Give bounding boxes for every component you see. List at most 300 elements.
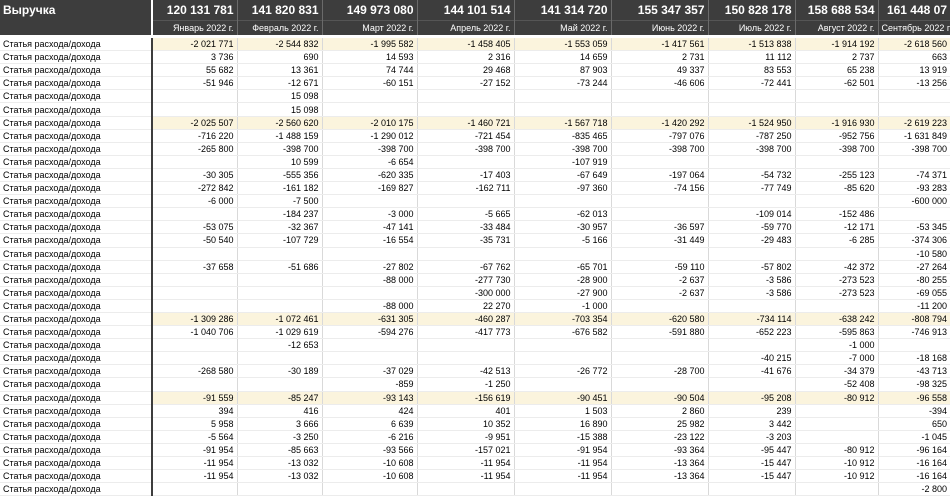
table-cell[interactable]: -6 000: [152, 195, 237, 208]
table-cell[interactable]: -15 447: [708, 470, 795, 483]
table-cell[interactable]: -16 554: [322, 234, 417, 247]
table-cell[interactable]: -10 912: [795, 457, 878, 470]
table-cell[interactable]: -3 586: [708, 286, 795, 299]
table-cell[interactable]: -2 637: [611, 273, 708, 286]
table-cell[interactable]: -95 447: [708, 443, 795, 456]
table-cell[interactable]: [708, 378, 795, 391]
table-cell[interactable]: -107 729: [237, 234, 322, 247]
table-cell[interactable]: [514, 378, 611, 391]
table-cell[interactable]: -26 772: [514, 365, 611, 378]
table-cell[interactable]: -91 559: [152, 391, 237, 404]
table-cell[interactable]: 29 468: [417, 64, 514, 77]
table-cell[interactable]: -18 168: [878, 352, 950, 365]
table-cell[interactable]: -1 000: [514, 299, 611, 312]
table-cell[interactable]: -6 216: [322, 430, 417, 443]
table-cell[interactable]: -5 564: [152, 430, 237, 443]
table-cell[interactable]: -28 700: [611, 365, 708, 378]
table-cell[interactable]: -12 171: [795, 221, 878, 234]
table-cell[interactable]: [322, 90, 417, 103]
table-cell[interactable]: [514, 103, 611, 116]
table-cell[interactable]: -398 700: [322, 142, 417, 155]
table-cell[interactable]: -398 700: [514, 142, 611, 155]
table-cell[interactable]: [237, 286, 322, 299]
table-cell[interactable]: -96 164: [878, 443, 950, 456]
table-cell[interactable]: -65 701: [514, 260, 611, 273]
table-cell[interactable]: [795, 417, 878, 430]
table-row[interactable]: [0, 417, 950, 430]
table-cell[interactable]: -620 335: [322, 168, 417, 181]
table-cell[interactable]: -11 954: [152, 470, 237, 483]
table-cell[interactable]: -93 143: [322, 391, 417, 404]
table-cell[interactable]: [237, 483, 322, 496]
table-cell[interactable]: -11 954: [417, 470, 514, 483]
table-cell[interactable]: [611, 352, 708, 365]
table-cell[interactable]: [152, 378, 237, 391]
table-cell[interactable]: -27 152: [417, 77, 514, 90]
table-cell[interactable]: -80 912: [795, 443, 878, 456]
table-cell[interactable]: -3 586: [708, 273, 795, 286]
table-cell[interactable]: 2 860: [611, 404, 708, 417]
table-cell[interactable]: -85 247: [237, 391, 322, 404]
table-row[interactable]: [0, 168, 950, 181]
table-cell[interactable]: -398 700: [878, 142, 950, 155]
table-cell[interactable]: [514, 483, 611, 496]
table-cell[interactable]: -9 951: [417, 430, 514, 443]
table-cell[interactable]: -42 372: [795, 260, 878, 273]
table-cell[interactable]: -27 900: [514, 286, 611, 299]
table-cell[interactable]: 3 442: [708, 417, 795, 430]
table-cell[interactable]: -74 156: [611, 182, 708, 195]
table-cell[interactable]: -417 773: [417, 326, 514, 339]
table-cell[interactable]: [237, 247, 322, 260]
table-row[interactable]: [0, 483, 950, 496]
table-row[interactable]: [0, 221, 950, 234]
table-cell[interactable]: [152, 299, 237, 312]
table-cell[interactable]: -30 189: [237, 365, 322, 378]
table-cell[interactable]: [417, 103, 514, 116]
table-cell[interactable]: [514, 352, 611, 365]
table-row[interactable]: [0, 38, 950, 51]
table-cell[interactable]: -255 123: [795, 168, 878, 181]
table-cell[interactable]: -51 946: [152, 77, 237, 90]
table-cell[interactable]: -42 513: [417, 365, 514, 378]
table-cell[interactable]: 3 736: [152, 51, 237, 64]
table-cell[interactable]: -398 700: [417, 142, 514, 155]
table-cell[interactable]: -10 580: [878, 247, 950, 260]
table-row[interactable]: [0, 64, 950, 77]
table-cell[interactable]: -555 356: [237, 168, 322, 181]
table-cell[interactable]: -2 544 832: [237, 38, 322, 51]
table-cell[interactable]: -11 954: [514, 470, 611, 483]
table-cell[interactable]: -54 732: [708, 168, 795, 181]
table-cell[interactable]: -32 367: [237, 221, 322, 234]
table-cell[interactable]: -57 802: [708, 260, 795, 273]
table-cell[interactable]: -398 700: [708, 142, 795, 155]
table-cell[interactable]: -27 802: [322, 260, 417, 273]
table-row[interactable]: [0, 247, 950, 260]
table-cell[interactable]: 401: [417, 404, 514, 417]
table-cell[interactable]: -30 957: [514, 221, 611, 234]
table-cell[interactable]: [708, 483, 795, 496]
table-cell[interactable]: -27 264: [878, 260, 950, 273]
table-row[interactable]: [0, 103, 950, 116]
table-cell[interactable]: -1 000: [795, 339, 878, 352]
table-cell[interactable]: -33 484: [417, 221, 514, 234]
table-cell[interactable]: -7 000: [795, 352, 878, 365]
table-cell[interactable]: -797 076: [611, 129, 708, 142]
table-cell[interactable]: [322, 483, 417, 496]
table-cell[interactable]: -652 223: [708, 326, 795, 339]
table-cell[interactable]: -3 203: [708, 430, 795, 443]
table-cell[interactable]: -29 483: [708, 234, 795, 247]
table-cell[interactable]: -13 256: [878, 77, 950, 90]
table-row[interactable]: [0, 378, 950, 391]
table-cell[interactable]: -37 658: [152, 260, 237, 273]
table-cell[interactable]: -11 954: [152, 457, 237, 470]
table-cell[interactable]: -11 954: [417, 457, 514, 470]
table-cell[interactable]: -13 032: [237, 470, 322, 483]
table-cell[interactable]: [795, 103, 878, 116]
table-cell[interactable]: -1 420 292: [611, 116, 708, 129]
table-cell[interactable]: -300 000: [417, 286, 514, 299]
table-cell[interactable]: -88 000: [322, 299, 417, 312]
table-row[interactable]: [0, 443, 950, 456]
table-cell[interactable]: [795, 404, 878, 417]
table-cell[interactable]: [611, 195, 708, 208]
table-row[interactable]: [0, 51, 950, 64]
table-cell[interactable]: -95 208: [708, 391, 795, 404]
table-cell[interactable]: 65 238: [795, 64, 878, 77]
table-cell[interactable]: -90 504: [611, 391, 708, 404]
table-cell[interactable]: [878, 90, 950, 103]
table-cell[interactable]: -74 371: [878, 168, 950, 181]
table-cell[interactable]: [322, 247, 417, 260]
table-cell[interactable]: [237, 378, 322, 391]
table-cell[interactable]: [514, 247, 611, 260]
table-cell[interactable]: -1 553 059: [514, 38, 611, 51]
table-cell[interactable]: -69 055: [878, 286, 950, 299]
table-cell[interactable]: [417, 483, 514, 496]
table-cell[interactable]: -91 954: [152, 443, 237, 456]
table-cell[interactable]: -5 665: [417, 208, 514, 221]
table-cell[interactable]: -10 608: [322, 457, 417, 470]
table-cell[interactable]: -93 566: [322, 443, 417, 456]
table-cell[interactable]: -277 730: [417, 273, 514, 286]
table-cell[interactable]: 55 682: [152, 64, 237, 77]
table-cell[interactable]: -721 454: [417, 129, 514, 142]
table-cell[interactable]: -85 663: [237, 443, 322, 456]
table-cell[interactable]: [795, 195, 878, 208]
table-cell[interactable]: -98 325: [878, 378, 950, 391]
table-cell[interactable]: -1 513 838: [708, 38, 795, 51]
table-cell[interactable]: -46 606: [611, 77, 708, 90]
table-cell[interactable]: [878, 155, 950, 168]
table-cell[interactable]: -600 000: [878, 195, 950, 208]
table-cell[interactable]: -30 305: [152, 168, 237, 181]
table-cell[interactable]: 13 919: [878, 64, 950, 77]
table-cell[interactable]: -80 912: [795, 391, 878, 404]
table-cell[interactable]: -93 364: [611, 443, 708, 456]
table-cell[interactable]: -272 842: [152, 182, 237, 195]
table-cell[interactable]: -91 954: [514, 443, 611, 456]
table-cell[interactable]: [611, 483, 708, 496]
table-cell[interactable]: [417, 195, 514, 208]
table-row[interactable]: [0, 260, 950, 273]
table-cell[interactable]: 663: [878, 51, 950, 64]
table-cell[interactable]: -59 110: [611, 260, 708, 273]
table-cell[interactable]: [152, 208, 237, 221]
table-cell[interactable]: [708, 195, 795, 208]
table-cell[interactable]: 2 316: [417, 51, 514, 64]
table-cell[interactable]: -12 653: [237, 339, 322, 352]
table-cell[interactable]: [611, 339, 708, 352]
table-cell[interactable]: 416: [237, 404, 322, 417]
table-cell[interactable]: -6 654: [322, 155, 417, 168]
table-cell[interactable]: -808 794: [878, 312, 950, 325]
table-cell[interactable]: -2 619 223: [878, 116, 950, 129]
table-row[interactable]: [0, 391, 950, 404]
table-cell[interactable]: [417, 90, 514, 103]
table-cell[interactable]: -3 250: [237, 430, 322, 443]
table-cell[interactable]: [878, 208, 950, 221]
table-cell[interactable]: 10 352: [417, 417, 514, 430]
table-cell[interactable]: -23 122: [611, 430, 708, 443]
table-cell[interactable]: [878, 103, 950, 116]
table-cell[interactable]: 87 903: [514, 64, 611, 77]
table-cell[interactable]: [152, 352, 237, 365]
table-row[interactable]: [0, 312, 950, 325]
table-cell[interactable]: -41 676: [708, 365, 795, 378]
table-cell[interactable]: -10 608: [322, 470, 417, 483]
table-cell[interactable]: -31 449: [611, 234, 708, 247]
table-cell[interactable]: -97 360: [514, 182, 611, 195]
table-cell[interactable]: -59 770: [708, 221, 795, 234]
table-cell[interactable]: -1 916 930: [795, 116, 878, 129]
table-cell[interactable]: [795, 299, 878, 312]
table-row[interactable]: [0, 90, 950, 103]
table-cell[interactable]: [152, 155, 237, 168]
table-cell[interactable]: [611, 247, 708, 260]
table-cell[interactable]: [152, 103, 237, 116]
table-cell[interactable]: -703 354: [514, 312, 611, 325]
table-cell[interactable]: -1 045: [878, 430, 950, 443]
table-cell[interactable]: -60 151: [322, 77, 417, 90]
table-cell[interactable]: [611, 299, 708, 312]
table-cell[interactable]: [322, 286, 417, 299]
table-cell[interactable]: 650: [878, 417, 950, 430]
table-cell[interactable]: -51 686: [237, 260, 322, 273]
table-cell[interactable]: -268 580: [152, 365, 237, 378]
table-cell[interactable]: -1 460 721: [417, 116, 514, 129]
table-cell[interactable]: 3 666: [237, 417, 322, 430]
table-cell[interactable]: 15 098: [237, 103, 322, 116]
table-cell[interactable]: 14 593: [322, 51, 417, 64]
table-cell[interactable]: -1 309 286: [152, 312, 237, 325]
table-cell[interactable]: -13 032: [237, 457, 322, 470]
table-cell[interactable]: -1 995 582: [322, 38, 417, 51]
table-cell[interactable]: [237, 299, 322, 312]
table-cell[interactable]: -17 403: [417, 168, 514, 181]
table-cell[interactable]: 394: [152, 404, 237, 417]
table-row[interactable]: [0, 182, 950, 195]
table-row[interactable]: [0, 404, 950, 417]
table-cell[interactable]: 690: [237, 51, 322, 64]
table-cell[interactable]: [152, 90, 237, 103]
table-cell[interactable]: [611, 378, 708, 391]
table-row[interactable]: [0, 326, 950, 339]
table-cell[interactable]: -50 540: [152, 234, 237, 247]
table-cell[interactable]: -273 523: [795, 273, 878, 286]
table-cell[interactable]: 10 599: [237, 155, 322, 168]
table-cell[interactable]: -1 072 461: [237, 312, 322, 325]
table-cell[interactable]: -67 649: [514, 168, 611, 181]
table-cell[interactable]: -595 863: [795, 326, 878, 339]
table-cell[interactable]: -109 014: [708, 208, 795, 221]
table-cell[interactable]: 1 503: [514, 404, 611, 417]
table-cell[interactable]: -28 900: [514, 273, 611, 286]
table-cell[interactable]: -265 800: [152, 142, 237, 155]
table-cell[interactable]: -1 631 849: [878, 129, 950, 142]
table-cell[interactable]: [152, 339, 237, 352]
table-cell[interactable]: -77 749: [708, 182, 795, 195]
table-cell[interactable]: 11 112: [708, 51, 795, 64]
table-row[interactable]: [0, 299, 950, 312]
table-cell[interactable]: [708, 103, 795, 116]
table-cell[interactable]: 74 744: [322, 64, 417, 77]
table-cell[interactable]: -1 914 192: [795, 38, 878, 51]
table-row[interactable]: [0, 286, 950, 299]
table-cell[interactable]: -2 025 507: [152, 116, 237, 129]
table-cell[interactable]: -88 000: [322, 273, 417, 286]
table-cell[interactable]: -157 021: [417, 443, 514, 456]
table-cell[interactable]: -62 501: [795, 77, 878, 90]
table-cell[interactable]: 15 098: [237, 90, 322, 103]
table-cell[interactable]: -11 954: [514, 457, 611, 470]
table-row[interactable]: [0, 129, 950, 142]
table-cell[interactable]: [237, 273, 322, 286]
table-cell[interactable]: [322, 352, 417, 365]
table-cell[interactable]: -53 345: [878, 221, 950, 234]
table-cell[interactable]: -2 010 175: [322, 116, 417, 129]
table-cell[interactable]: -5 166: [514, 234, 611, 247]
table-cell[interactable]: [152, 273, 237, 286]
table-cell[interactable]: -746 913: [878, 326, 950, 339]
table-cell[interactable]: -594 276: [322, 326, 417, 339]
table-cell[interactable]: [514, 339, 611, 352]
table-cell[interactable]: [795, 247, 878, 260]
table-cell[interactable]: -638 242: [795, 312, 878, 325]
table-cell[interactable]: -460 287: [417, 312, 514, 325]
table-cell[interactable]: 22 270: [417, 299, 514, 312]
table-row[interactable]: [0, 234, 950, 247]
table-row[interactable]: [0, 273, 950, 286]
table-cell[interactable]: 13 361: [237, 64, 322, 77]
table-cell[interactable]: -787 250: [708, 129, 795, 142]
table-cell[interactable]: -90 451: [514, 391, 611, 404]
table-cell[interactable]: [322, 339, 417, 352]
table-cell[interactable]: [417, 247, 514, 260]
table-cell[interactable]: 424: [322, 404, 417, 417]
table-cell[interactable]: [417, 155, 514, 168]
table-cell[interactable]: -676 582: [514, 326, 611, 339]
table-cell[interactable]: -1 040 706: [152, 326, 237, 339]
table-cell[interactable]: -1 567 718: [514, 116, 611, 129]
table-cell[interactable]: 25 982: [611, 417, 708, 430]
table-cell[interactable]: [708, 247, 795, 260]
table-cell[interactable]: -2 800: [878, 483, 950, 496]
table-cell[interactable]: [708, 155, 795, 168]
table-cell[interactable]: -16 164: [878, 457, 950, 470]
table-cell[interactable]: -93 283: [878, 182, 950, 195]
table-cell[interactable]: -11 200: [878, 299, 950, 312]
table-cell[interactable]: -152 486: [795, 208, 878, 221]
table-cell[interactable]: -631 305: [322, 312, 417, 325]
table-cell[interactable]: 5 958: [152, 417, 237, 430]
table-cell[interactable]: -2 618 560: [878, 38, 950, 51]
table-cell[interactable]: [514, 195, 611, 208]
table-cell[interactable]: -835 465: [514, 129, 611, 142]
table-cell[interactable]: -12 671: [237, 77, 322, 90]
table-row[interactable]: [0, 352, 950, 365]
table-cell[interactable]: [514, 90, 611, 103]
table-row[interactable]: [0, 116, 950, 129]
table-cell[interactable]: -1 458 405: [417, 38, 514, 51]
table-cell[interactable]: [708, 339, 795, 352]
table-cell[interactable]: 83 553: [708, 64, 795, 77]
table-cell[interactable]: 14 659: [514, 51, 611, 64]
table-cell[interactable]: [417, 352, 514, 365]
table-cell[interactable]: [878, 339, 950, 352]
table-cell[interactable]: [237, 352, 322, 365]
table-cell[interactable]: -1 250: [417, 378, 514, 391]
table-cell[interactable]: 49 337: [611, 64, 708, 77]
table-cell[interactable]: [611, 90, 708, 103]
table-cell[interactable]: 2 737: [795, 51, 878, 64]
table-cell[interactable]: [152, 286, 237, 299]
table-cell[interactable]: [417, 339, 514, 352]
table-cell[interactable]: -169 827: [322, 182, 417, 195]
table-cell[interactable]: [795, 430, 878, 443]
table-cell[interactable]: -398 700: [795, 142, 878, 155]
table-cell[interactable]: -1 029 619: [237, 326, 322, 339]
table-cell[interactable]: -952 756: [795, 129, 878, 142]
table-cell[interactable]: -96 558: [878, 391, 950, 404]
table-cell[interactable]: 2 731: [611, 51, 708, 64]
table-row[interactable]: [0, 457, 950, 470]
table-cell[interactable]: -398 700: [237, 142, 322, 155]
table-cell[interactable]: 239: [708, 404, 795, 417]
table-cell[interactable]: -2 637: [611, 286, 708, 299]
table-row[interactable]: [0, 142, 950, 155]
table-cell[interactable]: [611, 103, 708, 116]
table-cell[interactable]: -53 075: [152, 221, 237, 234]
table-cell[interactable]: -62 013: [514, 208, 611, 221]
table-row[interactable]: [0, 470, 950, 483]
table-cell[interactable]: -398 700: [611, 142, 708, 155]
table-row[interactable]: [0, 155, 950, 168]
table-cell[interactable]: [152, 247, 237, 260]
table-cell[interactable]: -35 731: [417, 234, 514, 247]
table-row[interactable]: [0, 195, 950, 208]
table-cell[interactable]: -15 388: [514, 430, 611, 443]
table-cell[interactable]: 16 890: [514, 417, 611, 430]
table-cell[interactable]: [611, 155, 708, 168]
table-cell[interactable]: -7 500: [237, 195, 322, 208]
table-cell[interactable]: -156 619: [417, 391, 514, 404]
table-cell[interactable]: -162 711: [417, 182, 514, 195]
table-row[interactable]: [0, 77, 950, 90]
table-cell[interactable]: -15 447: [708, 457, 795, 470]
